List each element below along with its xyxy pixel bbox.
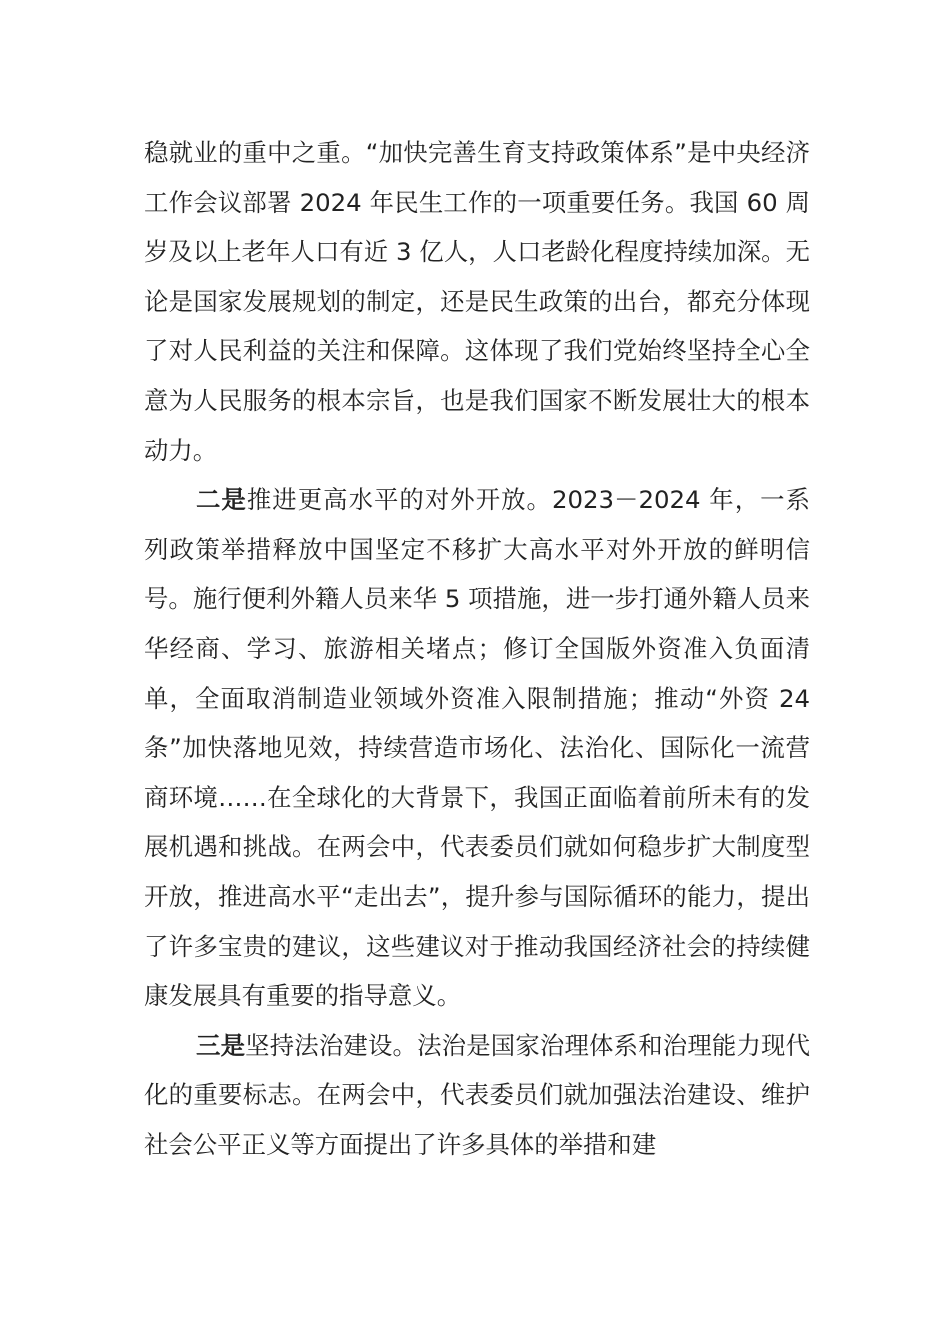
paragraph-2-lead: 二是	[196, 485, 247, 515]
paragraph-3-lead: 三是	[196, 1030, 246, 1060]
paragraph-3	[144, 1021, 810, 1170]
paragraph-3-text: 坚持法治建设。法治是国家治理体系和治理能力现代化的重要标志。在两会中，代表委员们就加强法治建设、维护社会公平正义等方面提出了许多具体的举措和建	[144, 1030, 810, 1159]
paragraph-2-text: 推进更高水平的对外开放。2023－2024 年，一系列政策举措释放中国坚定不移扩大高水平对外开放的鲜明信号。施行便利外籍人员来华 5 项措施，进一步打通外籍人员来华经商、学习、旅游相关堵点；修订全国版外资准入负面清单，全面取消制造业领域外资准入限制措施；推动“外资 24 条”加快落地见效，持续营造市场化、法治化、国际化一流营商环境……在全球化的大背景下，我国正面临着前所未有的发展机遇和挑战。在两会中，代表委员们就如何稳步扩大制度型开放，推进高水平“走出去”，提升参与国际循环的能力，提出了许多宝贵的建议，这些建议对于推动我国经济社会的持续健康发展具有重要的指导意义。	[144, 485, 810, 1011]
paragraph-1-text: 稳就业的重中之重。“加快完善生育支持政策体系”是中央经济工作会议部署 2024 年民生工作的一项重要任务。我国 60 周岁及以上老年人口有近 3 亿人，人口老龄化程度持续加深。无论是国家发展规划的制定，还是民生政策的出台，都充分体现了对人民利益的关注和保障。这体现了我们党始终坚持全心全意为人民服务的根本宗旨，也是我们国家不断发展壮大的根本动力。	[144, 138, 810, 465]
paragraph-1	[144, 128, 810, 475]
document-body	[144, 128, 810, 1169]
paragraph-2	[144, 475, 810, 1021]
